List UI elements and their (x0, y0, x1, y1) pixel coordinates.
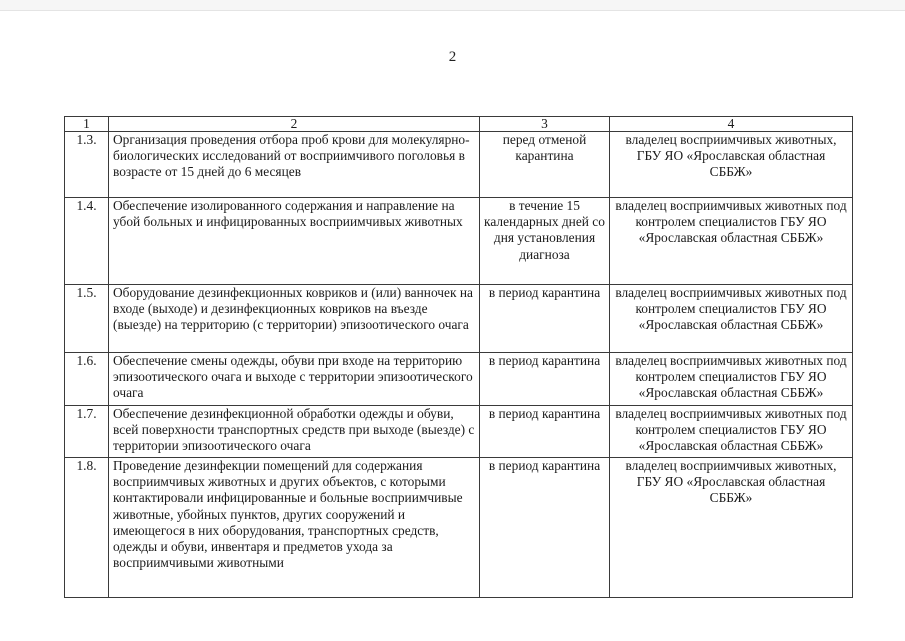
measure-responsible: владелец восприимчивых животных, ГБУ ЯО «Ярославская областная СББЖ» (610, 458, 853, 598)
measure-name: Обеспечение дезинфекционной обработки одежды и обуви, всей поверхности транспортных средств при выходе (выезде) с территории эпизоотического очага (109, 406, 480, 458)
row-number: 1.3. (65, 132, 109, 198)
column-header-3: 3 (480, 117, 610, 132)
measure-name: Обеспечение смены одежды, обуви при входе на территорию эпизоотического очага и выходе с территории эпизоотического очага (109, 353, 480, 406)
measure-name: Проведение дезинфекции помещений для содержания восприимчивых животных и других объектов, с которыми контактировали инфицированные и больные восприимчивые животные, убойных пунктов, других сооружений и имеющегося в них оборудования, транспортных средств, одежды и обуви, инвентаря и предметов ухода за восприимчивыми животными (109, 458, 480, 598)
table-row (65, 285, 853, 353)
measure-name: Обеспечение изолированного содержания и направление на убой больных и инфицированных восприимчивых животных (109, 198, 480, 285)
measure-responsible: владелец восприимчивых животных, ГБУ ЯО «Ярославская областная СББЖ» (610, 132, 853, 198)
measure-term: в период карантина (480, 285, 610, 353)
measure-responsible: владелец восприимчивых животных под контролем специалистов ГБУ ЯО «Ярославская областная СББЖ» (610, 353, 853, 406)
measure-term: перед отменой карантина (480, 132, 610, 198)
document-page (0, 10, 905, 641)
table-row (65, 198, 853, 285)
measure-responsible: владелец восприимчивых животных под контролем специалистов ГБУ ЯО «Ярославская областная СББЖ» (610, 198, 853, 285)
row-number: 1.5. (65, 285, 109, 353)
column-header-1: 1 (65, 117, 109, 132)
measure-term: в период карантина (480, 458, 610, 598)
measure-responsible: владелец восприимчивых животных под контролем специалистов ГБУ ЯО «Ярославская областная СББЖ» (610, 285, 853, 353)
measure-term: в течение 15 календарных дней со дня установления диагноза (480, 198, 610, 285)
table-row (65, 132, 853, 198)
row-number: 1.4. (65, 198, 109, 285)
table-row (65, 406, 853, 458)
row-number: 1.6. (65, 353, 109, 406)
table-row (65, 353, 853, 406)
measure-term: в период карантина (480, 406, 610, 458)
table-row (65, 458, 853, 598)
column-header-2: 2 (109, 117, 480, 132)
column-header-4: 4 (610, 117, 853, 132)
measure-name: Оборудование дезинфекционных ковриков и (или) ванночек на входе (выходе) и дезинфекционных ковриков на въезде (выезде) на территорию (с территории) эпизоотического очага (109, 285, 480, 353)
measure-name: Организация проведения отбора проб крови для молекулярно-биологических исследований от восприимчивого поголовья в возрасте от 15 дней до 6 месяцев (109, 132, 480, 198)
measure-term: в период карантина (480, 353, 610, 406)
measures-table (64, 116, 853, 598)
row-number: 1.7. (65, 406, 109, 458)
page-number: 2 (448, 49, 457, 65)
table-header-row (65, 117, 853, 132)
measure-responsible: владелец восприимчивых животных под контролем специалистов ГБУ ЯО «Ярославская областная СББЖ» (610, 406, 853, 458)
row-number: 1.8. (65, 458, 109, 598)
